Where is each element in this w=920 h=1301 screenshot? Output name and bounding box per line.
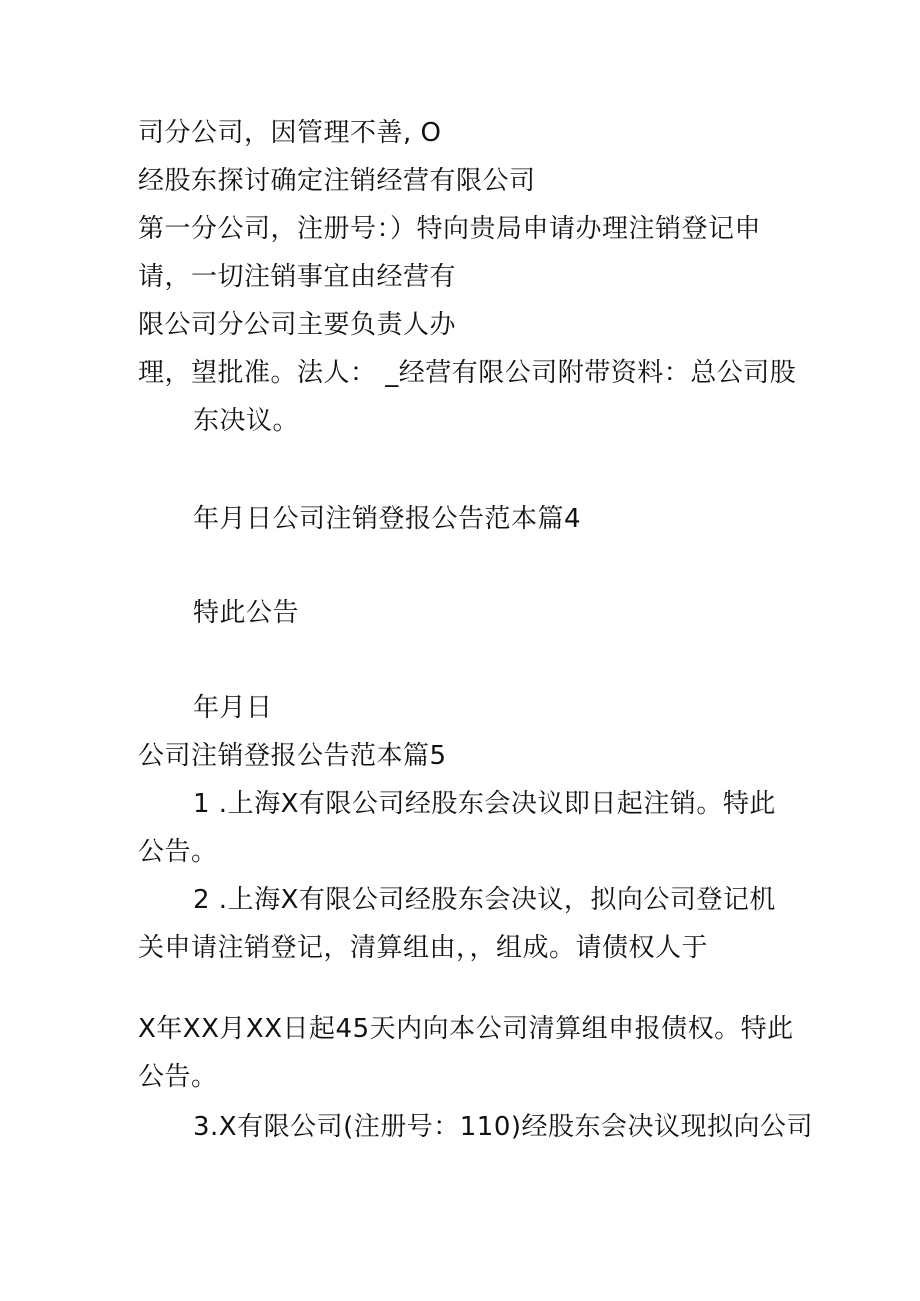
text-line: 公告。 [138,837,218,867]
text-line: 东决议。 [193,406,300,436]
list-item: 2 .上海X有限公司经股东会决议，拟向公司登记机 [193,885,776,915]
date-line: 年月日 [193,693,273,723]
text-line: 经股东探讨确定注销经营有限公司 [138,166,536,196]
text-line: 请，一切注销事宜由经营有 [138,262,457,292]
text-line: 理，望批准。法人： _经营有限公司附带资料：总公司股 [138,358,797,388]
text-line: 关申请注销登记，清算组由，，组成。请债权人于 [138,933,709,963]
text-line: 第一分公司，注册号：）特向贵局申请办理注销登记申 [138,214,762,244]
text-line: 司分公司，因管理不善, O [138,118,442,148]
section-heading: 公司注销登报公告范本篇5 [138,741,447,771]
text-line: 限公司分公司主要负责人办 [138,310,457,340]
text-line: X年XX月XX日起45天内向本公司清算组申报债权。特此 [138,1014,794,1044]
text-line: 公告。 [138,1062,218,1092]
list-item: 3.X有限公司(注册号：110)经股东会决议现拟向公司 [193,1112,814,1142]
list-item: 1 .上海X有限公司经股东会决议即日起注销。特此 [193,789,776,819]
text-line: 特此公告 [193,598,300,628]
section-heading: 年月日公司注销登报公告范本篇4 [193,504,582,534]
